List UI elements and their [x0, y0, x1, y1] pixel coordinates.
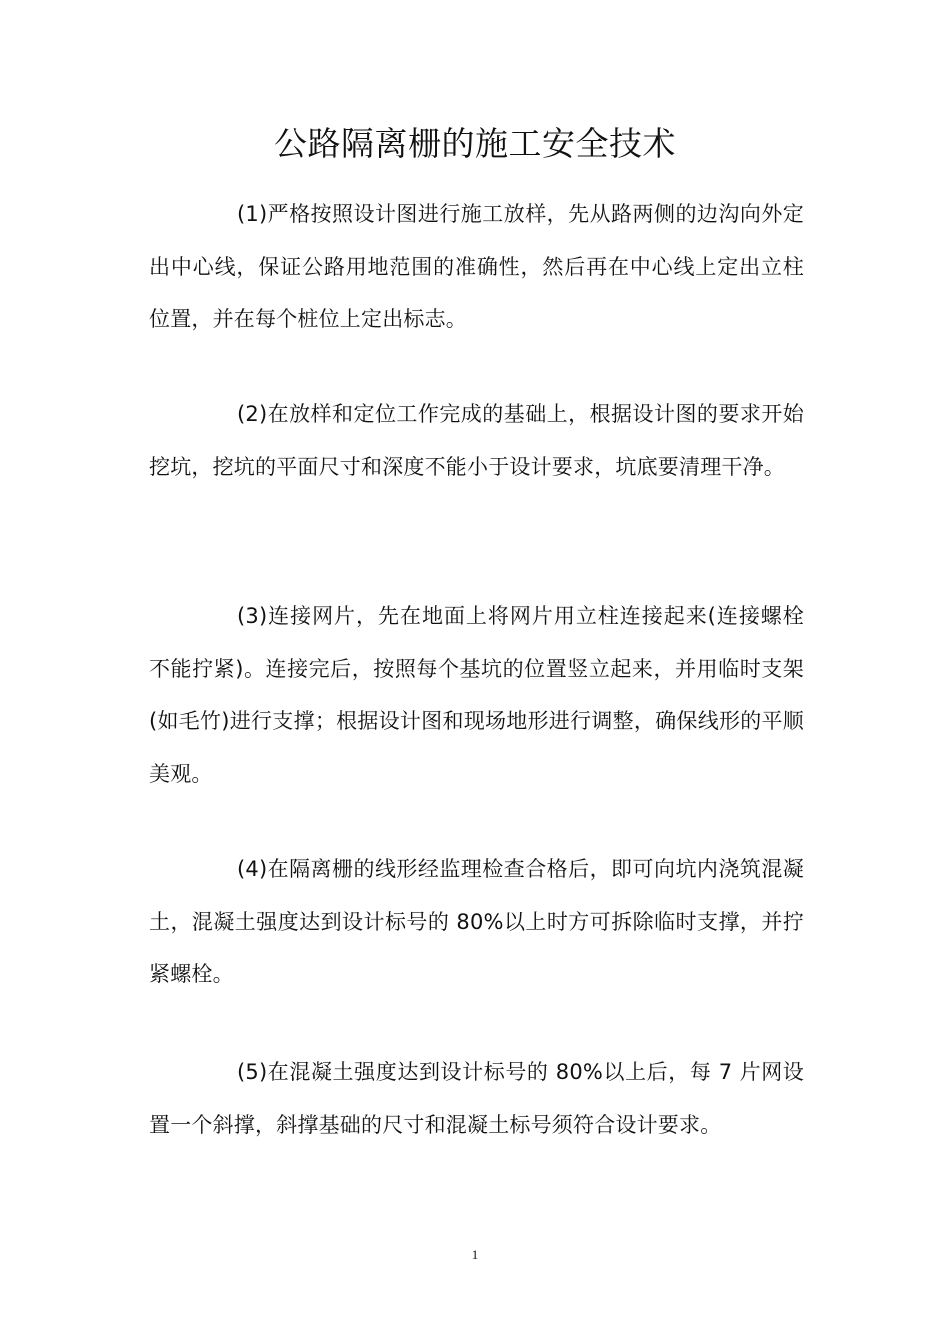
- paragraph-5: (5)在混凝土强度达到设计标号的 80%以上后，每 7 片网设置一个斜撑，斜撑基础的尺寸和混凝土标号须符合设计要求。: [149, 1060, 804, 1137]
- paragraph-3: (3)连接网片，先在地面上将网片用立柱连接起来(连接螺栓不能拧紧)。连接完后，按照每个基坑的位置竖立起来，并用临时支架(如毛竹)进行支撑；根据设计图和现场地形进行调整，确保线形的平顺美观。: [149, 604, 804, 786]
- page-number: 1: [471, 1247, 479, 1262]
- paragraph-2: (2)在放样和定位工作完成的基础上，根据设计图的要求开始挖坑，挖坑的平面尺寸和深度不能小于设计要求，坑底要清理干净。: [149, 402, 804, 479]
- paragraph-4: (4)在隔离栅的线形经监理检查合格后，即可向坑内浇筑混凝土，混凝土强度达到设计标号的 80%以上时方可拆除临时支撑，并拧紧螺栓。: [149, 857, 804, 986]
- paragraph-1: (1)严格按照设计图进行施工放样，先从路两侧的边沟向外定出中心线，保证公路用地范围的准确性，然后再在中心线上定出立柱位置，并在每个桩位上定出标志。: [149, 202, 804, 331]
- document-title: 公路隔离栅的施工安全技术: [274, 124, 676, 163]
